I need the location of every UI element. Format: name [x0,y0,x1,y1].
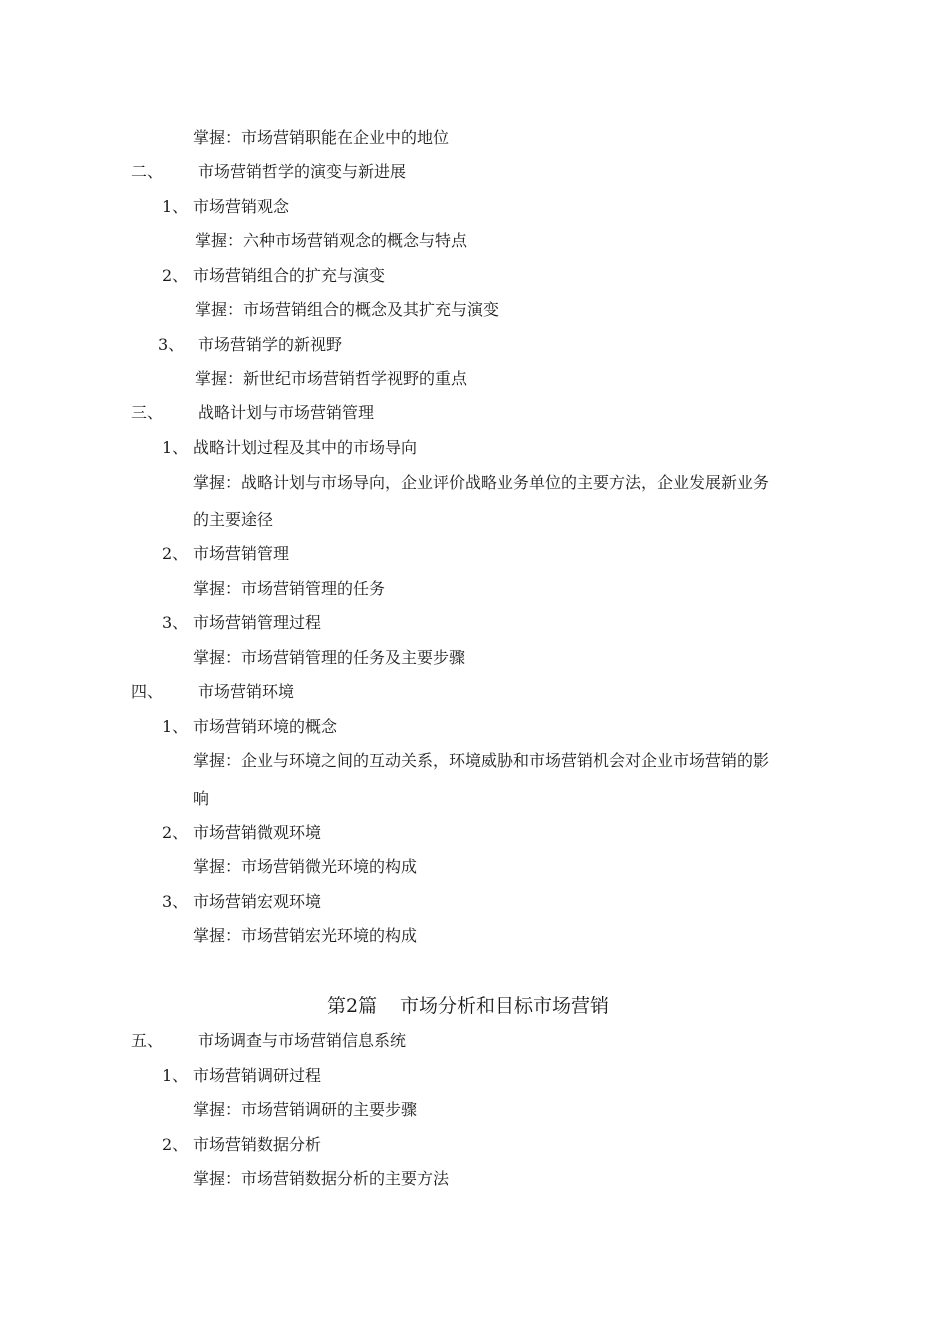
mastery-note: 掌握：企业与环境之间的互动关系，环境威胁和市场营销机会对企业市场营销的影 [193,751,770,770]
mastery-note: 掌握：新世纪市场营销哲学视野的重点 [195,369,468,388]
subsection-number: 2、 [162,266,189,285]
section-number: 三、 [131,403,164,422]
part-title: 市场分析和目标市场营销 [400,995,610,1017]
subsection-heading: 市场营销宏观环境 [193,892,322,911]
subsection-number: 2、 [162,544,189,563]
mastery-note: 掌握：市场营销组合的概念及其扩充与演变 [195,300,500,319]
subsection-number: 1、 [162,438,189,457]
mastery-note: 掌握：市场营销微光环境的构成 [193,857,418,876]
mastery-note-continuation: 响 [193,789,210,808]
mastery-note: 掌握：市场营销管理的任务 [193,579,386,598]
section-heading: 市场营销哲学的演变与新进展 [198,162,407,181]
subsection-number: 3、 [162,892,189,911]
subsection-number: 1、 [162,197,189,216]
subsection-heading: 市场营销管理过程 [193,613,322,632]
section-number: 二、 [131,162,164,181]
section-heading: 战略计划与市场营销管理 [198,403,375,422]
subsection-number: 3、 [162,613,189,632]
subsection-heading: 市场营销环境的概念 [193,717,338,736]
part-number: 第2篇 [327,995,378,1017]
subsection-number: 3、 [158,335,185,354]
subsection-heading: 市场营销组合的扩充与演变 [193,266,386,285]
subsection-number: 1、 [162,717,189,736]
section-heading: 市场调查与市场营销信息系统 [198,1031,407,1050]
mastery-note: 掌握：市场营销职能在企业中的地位 [193,128,450,147]
section-number: 五、 [131,1031,164,1050]
subsection-heading: 市场营销学的新视野 [198,335,343,354]
mastery-note-continuation: 的主要途径 [193,510,274,529]
section-number: 四、 [131,682,164,701]
mastery-note: 掌握：市场营销宏光环境的构成 [193,926,418,945]
subsection-heading: 市场营销管理 [193,544,290,563]
mastery-note: 掌握：市场营销数据分析的主要方法 [193,1169,450,1188]
section-heading: 市场营销环境 [198,682,295,701]
subsection-heading: 市场营销数据分析 [193,1135,322,1154]
mastery-note: 掌握：战略计划与市场导向，企业评价战略业务单位的主要方法，企业发展新业务 [193,473,770,492]
subsection-number: 1、 [162,1066,189,1085]
subsection-number: 2、 [162,823,189,842]
subsection-heading: 市场营销调研过程 [193,1066,322,1085]
mastery-note: 掌握：市场营销管理的任务及主要步骤 [193,648,466,667]
mastery-note: 掌握：六种市场营销观念的概念与特点 [195,231,468,250]
subsection-heading: 市场营销微观环境 [193,823,322,842]
mastery-note: 掌握：市场营销调研的主要步骤 [193,1100,418,1119]
subsection-heading: 战略计划过程及其中的市场导向 [193,438,418,457]
subsection-heading: 市场营销观念 [193,197,290,216]
subsection-number: 2、 [162,1135,189,1154]
